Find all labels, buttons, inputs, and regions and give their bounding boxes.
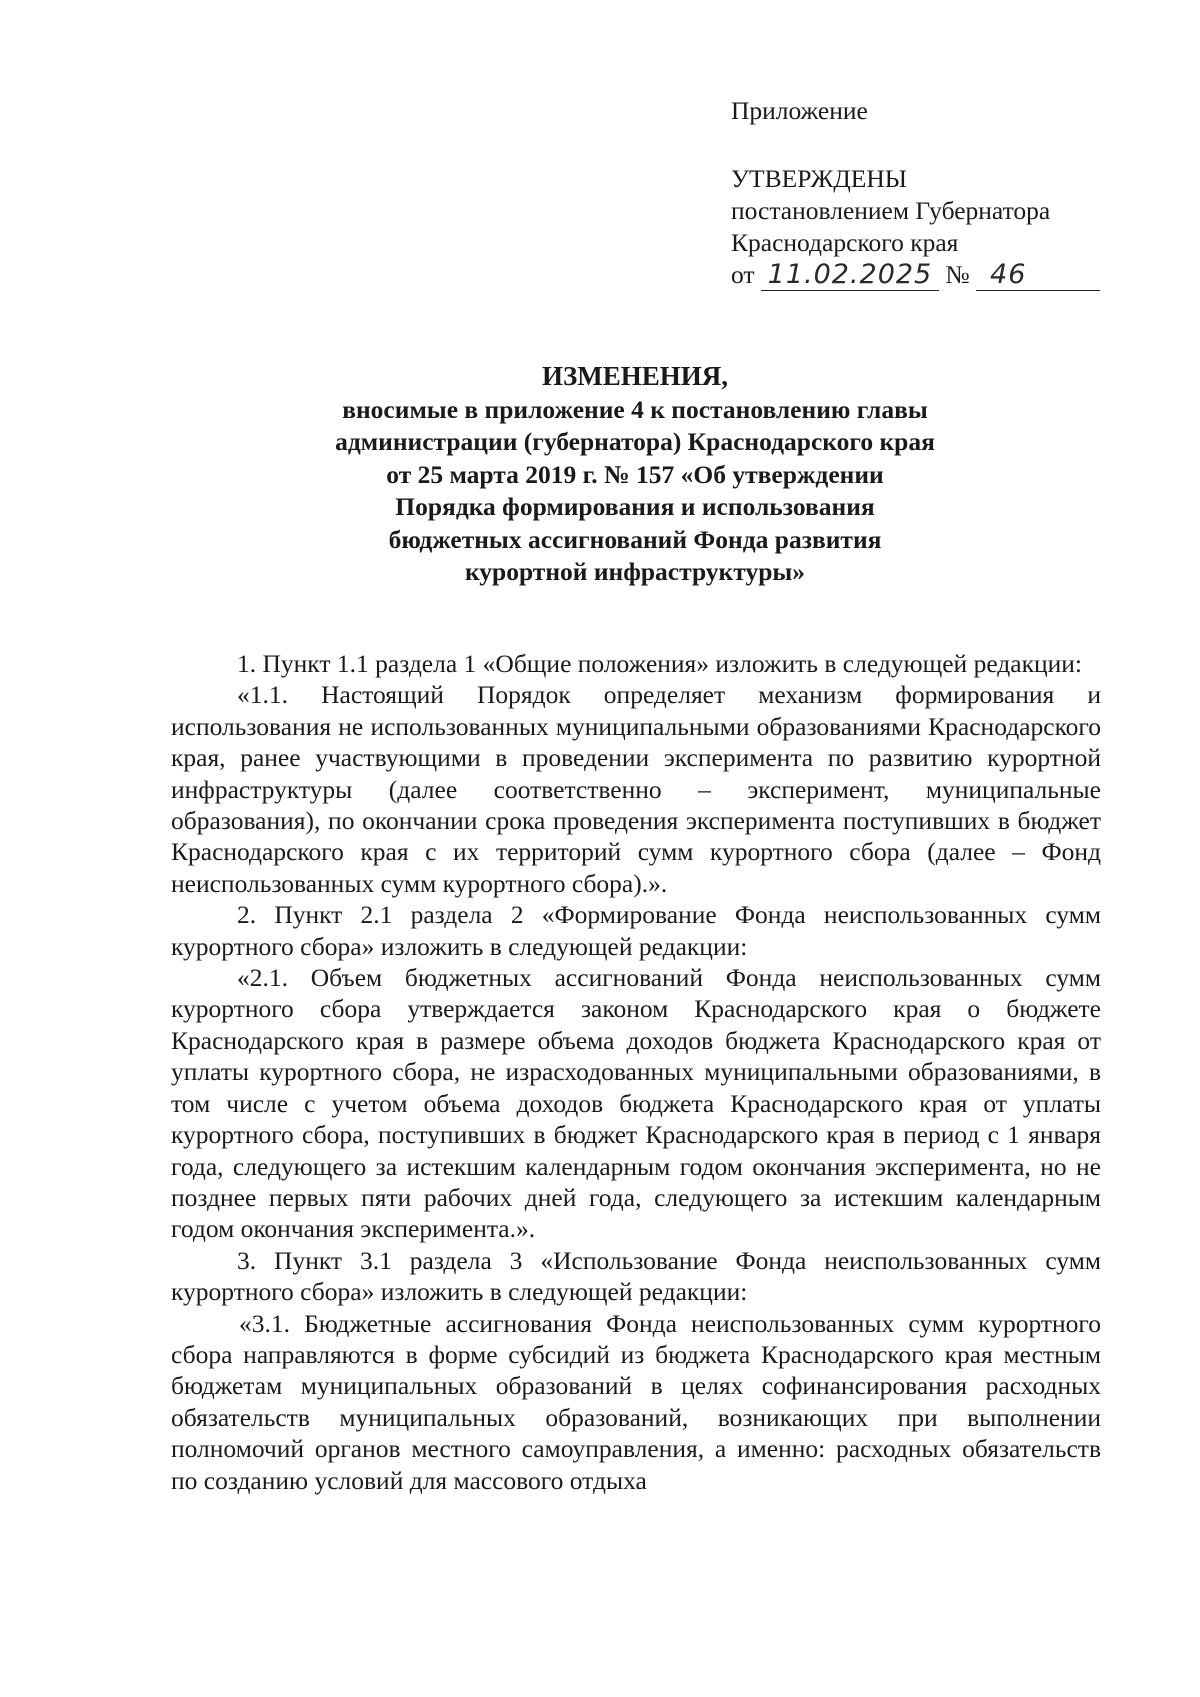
- title-heading: ИЗМЕНЕНИЯ,: [541, 361, 728, 391]
- handwritten-date: 11.02.2025: [761, 260, 939, 291]
- appendix-label: Приложение: [731, 96, 868, 125]
- date-number-line: [731, 259, 1131, 291]
- title-line: курортной инфраструктуры»: [464, 557, 806, 586]
- document-title: [170, 360, 1100, 589]
- approval-stamp-block: [731, 95, 1131, 291]
- title-line: вносимые в приложение 4 к постановлению главы: [342, 394, 928, 424]
- paragraph-item-3: 3. Пункт 3.1 раздела 3 «Использование Фонда неиспользованных сумм курортного сбора» изложить в следующей редакции:: [171, 1245, 1101, 1307]
- document-body: [171, 648, 1101, 1496]
- title-line: администрации (губернатора) Краснодарского края: [335, 427, 935, 456]
- approved-label: УТВЕРЖДЕНЫ: [731, 164, 907, 193]
- paragraph-quote-2-1: «2.1. Объем бюджетных ассигнований Фонда неиспользованных сумм курортного сбора утверждается законом Краснодарского края о бюджете Краснодарского края в размере объема доходов бюджета Краснодарского края от уплаты курортного сбора, не израсходованных муниципальными образованиями, в том числе с учетом объема доходов бюджета Краснодарского края от уплаты курортного сбора, поступивших в бюджет Краснодарского края в период с 1 января года, следующего за истекшим календарным годом окончания эксперимента, но не позднее первых пяти рабочих дней года, следующего за истекшим календарным годом окончания эксперимента.».: [171, 963, 1101, 1244]
- paragraph-item-1: 1. Пункт 1.1 раздела 1 «Общие положения» изложить в следующей редакции:: [237, 649, 1083, 678]
- number-sign: №: [945, 260, 970, 289]
- date-prefix: от: [731, 260, 755, 289]
- paragraph-quote-3-1: «3.1. Бюджетные ассигнования Фонда неиспользованных сумм курортного сбора направляются в форме субсидий из бюджета Краснодарского края местным бюджетам муниципальных образований в целях софинансирования расходных обязательств муниципальных образований, возникающих при выполнении полномочий органов местного самоуправления, а именно: расходных обязательств по созданию условий для массового отдыха: [171, 1308, 1101, 1495]
- handwritten-number: 46: [976, 260, 1100, 291]
- paragraph-quote-1-1: «1.1. Настоящий Порядок определяет механизм формирования и использования не использованных муниципальными образованиями Краснодарского края, ранее участвующими в проведении эксперимента по развитию курортной инфраструктуры (далее соответственно – эксперимент, муниципальные образования), по окончании срока проведения эксперимента поступивших в бюджет Краснодарского края с их территорий сумм курортного сбора (далее – Фонд неиспользованных сумм курортного сбора).».: [171, 680, 1101, 898]
- approved-by-line-1: постановлением Губернатора: [731, 196, 1051, 225]
- title-line: Порядка формирования и использования: [395, 492, 875, 521]
- title-line: от 25 марта 2019 г. № 157 «Об утверждении: [386, 459, 884, 489]
- title-line: бюджетных ассигнований Фонда развития: [388, 524, 882, 554]
- spacer: [731, 127, 1131, 163]
- paragraph-item-2: 2. Пункт 2.1 раздела 2 «Формирование Фонда неиспользованных сумм курортного сбора» изложить в следующей редакции:: [171, 900, 1101, 961]
- approved-by-line-2: Краснодарского края: [731, 228, 959, 257]
